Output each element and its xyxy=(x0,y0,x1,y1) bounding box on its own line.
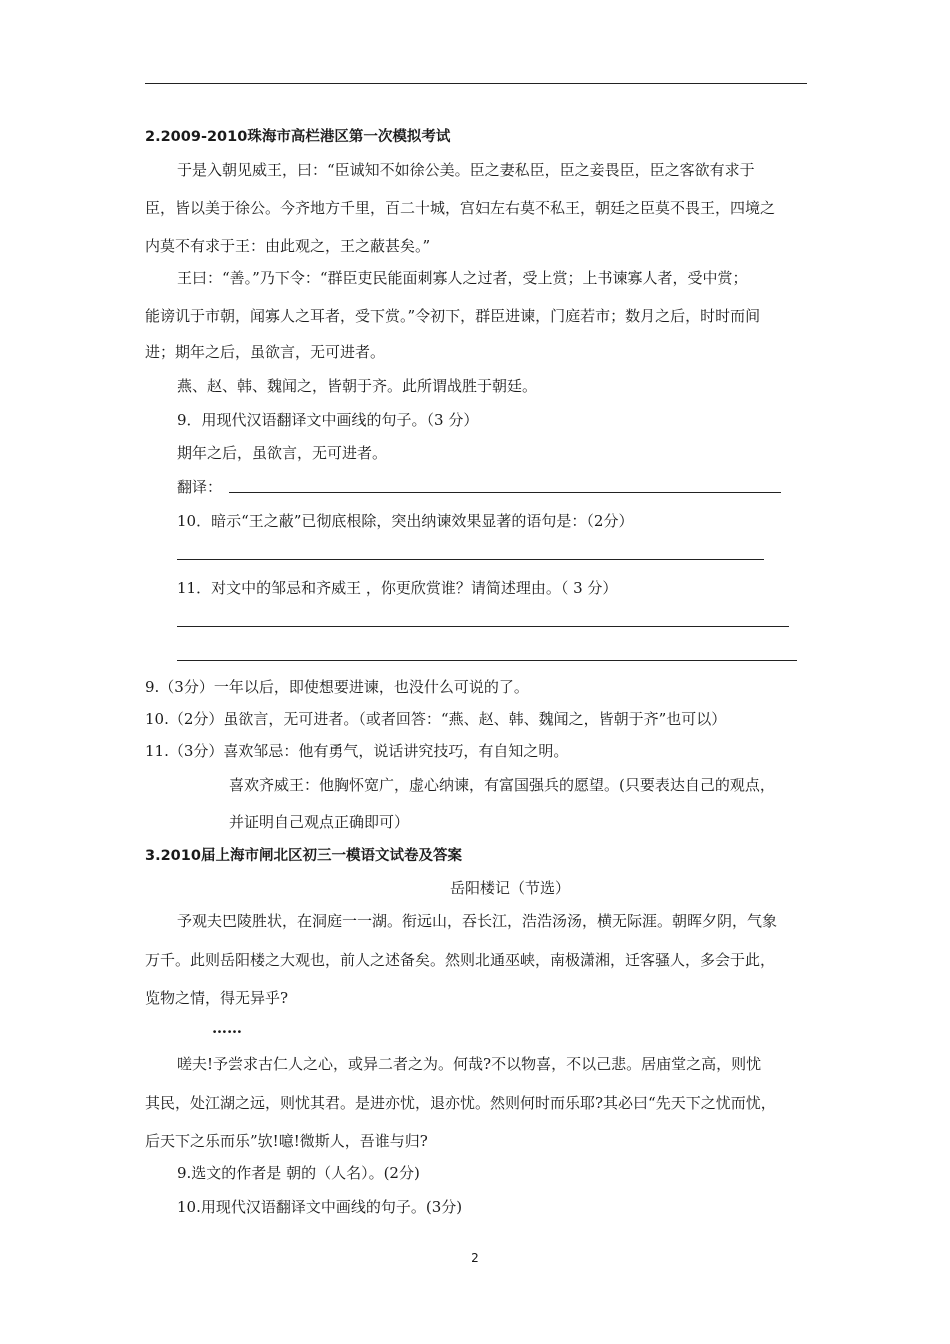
s3-para2-line3: 后天下之乐而乐”欤!噫!微斯人，吾谁与归? xyxy=(145,1132,428,1150)
ellipsis: …… xyxy=(212,1019,242,1037)
s2-answer-11-line2: 喜欢齐威王：他胸怀宽广，虚心纳谏，有富国强兵的愿望。(只要表达自己的观点， xyxy=(229,776,775,794)
s2-translation-label: 翻译： xyxy=(177,478,223,496)
s2-answer-9: 9.（3分）一年以后，即使想要进谏，也没什么可说的了。 xyxy=(145,678,529,696)
s3-para2-line1: 嗟夫!予尝求古仁人之心，或异二者之为。何哉?不以物喜，不以己悲。居庙堂之高，则忧 xyxy=(177,1055,762,1073)
page-number: 2 xyxy=(471,1251,479,1265)
section3-heading: 3.2010届上海市闸北区初三一模语文试卷及答案 xyxy=(145,848,462,864)
translation-answer-line xyxy=(229,492,781,493)
s2-para1-line2: 臣，皆以美于徐公。今齐地方千里，百二十城，宫妇左右莫不私王，朝廷之臣莫不畏王，四境之 xyxy=(145,199,776,217)
s2-para3: 燕、赵、韩、魏闻之，皆朝于齐。此所谓战胜于朝廷。 xyxy=(177,377,538,395)
s3-para1-line2: 万千。此则岳阳楼之大观也，前人之述备矣。然则北通巫峡，南极潇湘，迁客骚人，多会于此， xyxy=(145,951,776,969)
q10-answer-line xyxy=(177,559,764,560)
section2-heading: 2.2009-2010珠海市高栏港区第一次模拟考试 xyxy=(145,129,451,145)
s2-para1-line3: 内莫不有求于王：由此观之，王之蔽甚矣。” xyxy=(145,237,431,255)
s2-question-11: 11．对文中的邹忌和齐威王 ，你更欣赏谁？请简述理由。（ 3 分） xyxy=(177,579,618,597)
s2-question-9-sentence: 期年之后，虽欲言，无可进者。 xyxy=(177,444,388,462)
s2-para1-line1: 于是入朝见威王，曰：“臣诚知不如徐公美。臣之妻私臣，臣之妾畏臣，臣之客欲有求于 xyxy=(177,161,755,179)
s2-answer-11: 11.（3分）喜欢邹忌：他有勇气，说话讲究技巧，有自知之明。 xyxy=(145,742,569,760)
q11-answer-line-2 xyxy=(177,660,797,661)
s2-answer-10: 10.（2分）虽欲言，无可进者。（或者回答：“燕、赵、韩、魏闻之，皆朝于齐”也可以） xyxy=(145,710,727,728)
s2-question-9: 9．用现代汉语翻译文中画线的句子。（3 分） xyxy=(177,411,479,429)
s2-para2-line2: 能谤讥于市朝，闻寡人之耳者，受下赏。”令初下，群臣进谏，门庭若市；数月之后，时时而间 xyxy=(145,307,761,325)
passage-title: 岳阳楼记（节选） xyxy=(449,879,570,897)
s2-para2-line1: 王曰：“善。”乃下令：“群臣吏民能面刺寡人之过者，受上赏；上书谏寡人者，受中赏； xyxy=(177,269,748,287)
q11-answer-line-1 xyxy=(177,626,789,627)
s3-para1-line1: 予观夫巴陵胜状，在洞庭一一湖。衔远山，吞长江，浩浩汤汤，横无际涯。朝晖夕阴，气象 xyxy=(177,912,778,930)
s2-para2-line3: 进；期年之后，虽欲言，无可进者。 xyxy=(145,343,386,361)
header-rule xyxy=(145,83,807,84)
s3-para2-line2: 其民，处江湖之远，则忧其君。是进亦忧，退亦忧。然则何时而乐耶?其必曰“先天下之忧而忧， xyxy=(145,1094,776,1112)
s2-answer-11-line3: 并证明自己观点正确即可） xyxy=(229,813,410,831)
s3-question-9: 9.选文的作者是 朝的（人名）。(2分) xyxy=(177,1164,420,1182)
s2-question-10: 10．暗示“王之蔽”已彻底根除，突出纳谏效果显著的语句是：（2分） xyxy=(177,512,634,530)
s3-para1-line3: 览物之情，得无异乎? xyxy=(145,989,289,1007)
s3-question-10: 10.用现代汉语翻译文中画线的句子。(3分) xyxy=(177,1198,463,1216)
